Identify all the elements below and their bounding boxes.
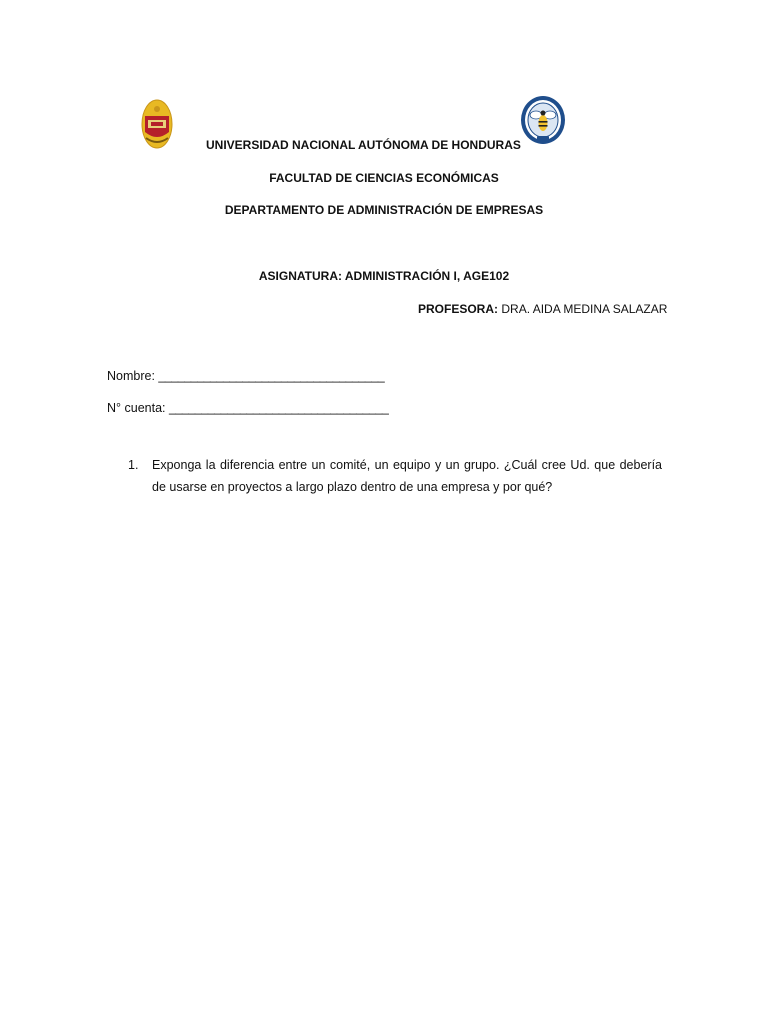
account-label: N° cuenta: [107, 401, 166, 415]
course-title: ASIGNATURA: ADMINISTRACIÓN I, AGE102 [258, 269, 510, 283]
name-blank-line[interactable]: ___________________________________ [158, 369, 385, 383]
professor-line [418, 301, 667, 317]
question-number: 1. [128, 458, 139, 472]
professor-label: PROFESORA: [418, 302, 499, 316]
professor-name: DRA. AIDA MEDINA SALAZAR [501, 302, 668, 316]
university-name: UNIVERSIDAD NACIONAL AUTÓNOMA DE HONDURAS [206, 138, 521, 152]
question-item [128, 454, 662, 498]
bee-seal-logo-icon [519, 94, 567, 146]
account-blank-line[interactable]: __________________________________ [169, 401, 389, 415]
name-field[interactable] [107, 368, 384, 384]
account-field[interactable] [107, 400, 388, 416]
name-label: Nombre: [107, 369, 155, 383]
department-name: DEPARTAMENTO DE ADMINISTRACIÓN DE EMPRESAS [224, 203, 544, 217]
question-text: Exponga la diferencia entre un comité, un equipo y un grupo. ¿Cuál cree Ud. que debería de usarse en proyectos a largo plazo dentro de una empresa y por qué? [152, 458, 662, 494]
faculty-name: FACULTAD DE CIENCIAS ECONÓMICAS [269, 171, 499, 185]
unah-logo-icon [140, 98, 174, 150]
